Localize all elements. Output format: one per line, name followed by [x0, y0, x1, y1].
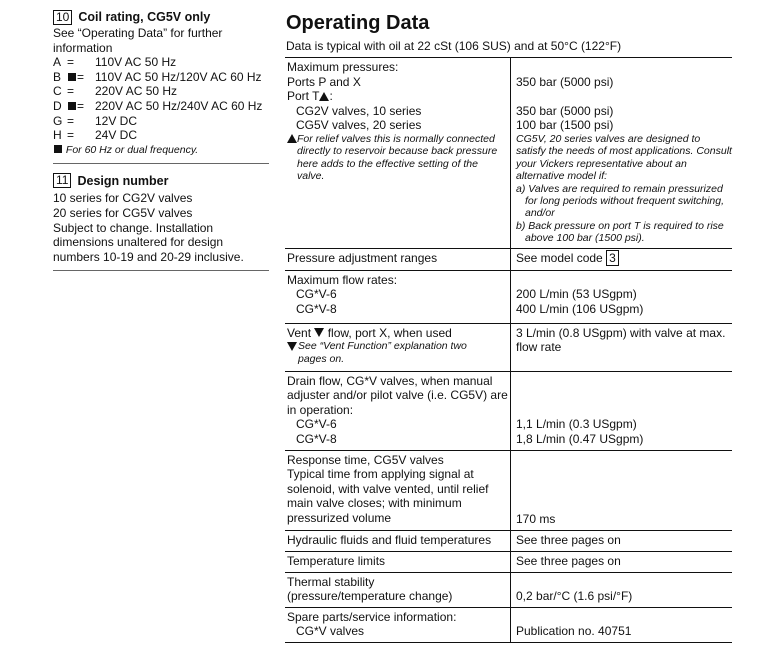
- triangle-marker-icon: [287, 134, 297, 143]
- code-marker: =: [67, 113, 75, 128]
- design-line: 20 series for CG5V valves: [53, 205, 193, 220]
- note: CG5V, 20 series valves are designed to satisfy the needs of most applications. Consult your Vickers representative about an alternative model if:: [516, 132, 732, 183]
- label: Port T :: [287, 89, 333, 104]
- coil-option: [53, 70, 269, 85]
- coil-option: [53, 128, 269, 143]
- model-code-ref[interactable]: 3: [606, 250, 619, 266]
- row-label: Vent flow, port X, when used See “Vent Function” explanation two pages on.: [285, 324, 511, 371]
- triangle-down-icon: [314, 328, 324, 337]
- table-row: [285, 573, 732, 608]
- footnote-text: For 60 Hz or dual frequency.: [65, 143, 199, 156]
- row-label: [285, 58, 511, 248]
- row-value: 3 L/min (0.8 USgpm) with valve at max. flow rate: [516, 325, 726, 355]
- section-number: 10: [53, 10, 72, 25]
- divider: [53, 163, 269, 164]
- row-value: 170 ms: [516, 512, 556, 527]
- value: 100 bar (1500 psi): [516, 118, 614, 133]
- coil-code: D: [53, 98, 62, 113]
- table-row: [285, 372, 732, 451]
- row-value: 1,1 L/min (0.3 USgpm) 1,8 L/min (0.47 USgpm): [516, 417, 644, 447]
- row-value: See three pages on: [516, 532, 621, 547]
- coil-voltage: 110V AC 50 Hz: [95, 55, 177, 70]
- value: 350 bar (5000 psi): [516, 74, 614, 89]
- table-row: [285, 271, 732, 324]
- square-marker-icon: [68, 73, 76, 81]
- row-label: Thermal stability (pressure/temperature change): [285, 573, 511, 607]
- row-label: Pressure adjustment ranges: [285, 249, 511, 270]
- coil-intro: See “Operating Data” for further information: [53, 26, 223, 55]
- note: b) Back pressure on port T is required to rise above 100 bar (1500 psi).: [516, 219, 724, 245]
- page-title: Operating Data: [286, 12, 430, 34]
- label: Ports P and X: [287, 74, 361, 89]
- square-marker-icon: [68, 102, 76, 110]
- divider: [53, 270, 269, 271]
- table-row: [285, 552, 732, 573]
- row-label: Response time, CG5V valves Typical time from applying signal at solenoid, with valve vented, until relief main valve closes; with minimum pressurized volume: [285, 451, 511, 530]
- coil-rating-heading: [53, 9, 269, 26]
- design-line: Subject to change. Installation dimensions unaltered for design numbers 10-19 and 20-29 inclusive.: [53, 220, 244, 264]
- label: CG5V valves, 20 series: [296, 118, 422, 133]
- coil-code: A: [53, 55, 62, 70]
- table-row: [285, 531, 732, 552]
- heading-text: Design number: [77, 173, 169, 188]
- operating-data-table: [285, 57, 732, 643]
- triangle-marker-icon: [319, 92, 329, 101]
- row-value: 0,2 bar/°C (1.6 psi/°F): [516, 589, 633, 604]
- coil-option: [53, 55, 269, 70]
- coil-footnote: [53, 143, 269, 158]
- row-value: See three pages on: [516, 553, 621, 568]
- square-marker-icon: [54, 145, 62, 153]
- code-marker: =: [67, 99, 95, 114]
- coil-voltage: 110V AC 50 Hz/120V AC 60 Hz: [95, 69, 262, 84]
- row-label: Drain flow, CG*V valves, when manual adjuster and/or pilot valve (i.e. CG5V) are in operation: CG*V-6 CG*V-8: [285, 372, 511, 450]
- row-label: Temperature limits: [285, 552, 511, 572]
- code-marker: =: [67, 70, 95, 85]
- footnote: See “Vent Function” explanation two pages on.: [287, 340, 510, 365]
- coil-option: [53, 99, 269, 114]
- table-row: [285, 249, 732, 271]
- code-marker: =: [67, 84, 75, 99]
- row-value: See model code 3: [511, 249, 732, 270]
- table-row: [285, 58, 732, 249]
- row-label: Spare parts/service information: CG*V valves: [285, 608, 511, 642]
- coil-voltage: 24V DC: [95, 128, 138, 143]
- table-row: [285, 451, 732, 531]
- section-number: 11: [53, 173, 71, 188]
- left-column: [53, 9, 269, 279]
- code-marker: =: [67, 55, 75, 70]
- row-value: 200 L/min (53 USgpm) 400 L/min (106 USgpm): [516, 287, 644, 316]
- coil-code: G: [53, 113, 63, 128]
- coil-voltage: 220V AC 50 Hz/240V AC 60 Hz: [95, 98, 263, 113]
- page-subtitle: Data is typical with oil at 22 cSt (106 SUS) and at 50°C (122°F): [286, 39, 622, 53]
- coil-voltage: 12V DC: [95, 113, 138, 128]
- footnote: For relief valves this is normally connected directly to reservoir because back pressure here adds to the effective setting of the valve.: [287, 133, 510, 183]
- triangle-down-icon: [287, 342, 297, 351]
- coil-option: [53, 114, 269, 129]
- heading-text: Coil rating, CG5V only: [78, 10, 211, 25]
- row-label: Hydraulic fluids and fluid temperatures: [285, 531, 511, 551]
- label: Maximum pressures:: [287, 60, 399, 74]
- row-label: Maximum flow rates: CG*V-6 CG*V-8: [285, 271, 511, 323]
- table-row: [285, 608, 732, 643]
- design-number-heading: [53, 172, 269, 189]
- coil-option: [53, 84, 269, 99]
- row-value: [511, 58, 732, 248]
- coil-list: [53, 55, 269, 143]
- code-marker: =: [67, 128, 75, 143]
- note: a) Valves are required to remain pressurized for long periods without frequent switching, and/or: [516, 182, 725, 220]
- row-value: Publication no. 40751: [516, 624, 632, 639]
- label: CG2V valves, 10 series: [296, 103, 422, 118]
- value: 350 bar (5000 psi): [516, 103, 614, 118]
- coil-code: H: [53, 128, 62, 143]
- coil-code: C: [53, 84, 62, 99]
- design-line: 10 series for CG2V valves: [53, 191, 193, 206]
- coil-code: B: [53, 69, 62, 84]
- coil-voltage: 220V AC 50 Hz: [95, 84, 178, 99]
- table-row: [285, 324, 732, 372]
